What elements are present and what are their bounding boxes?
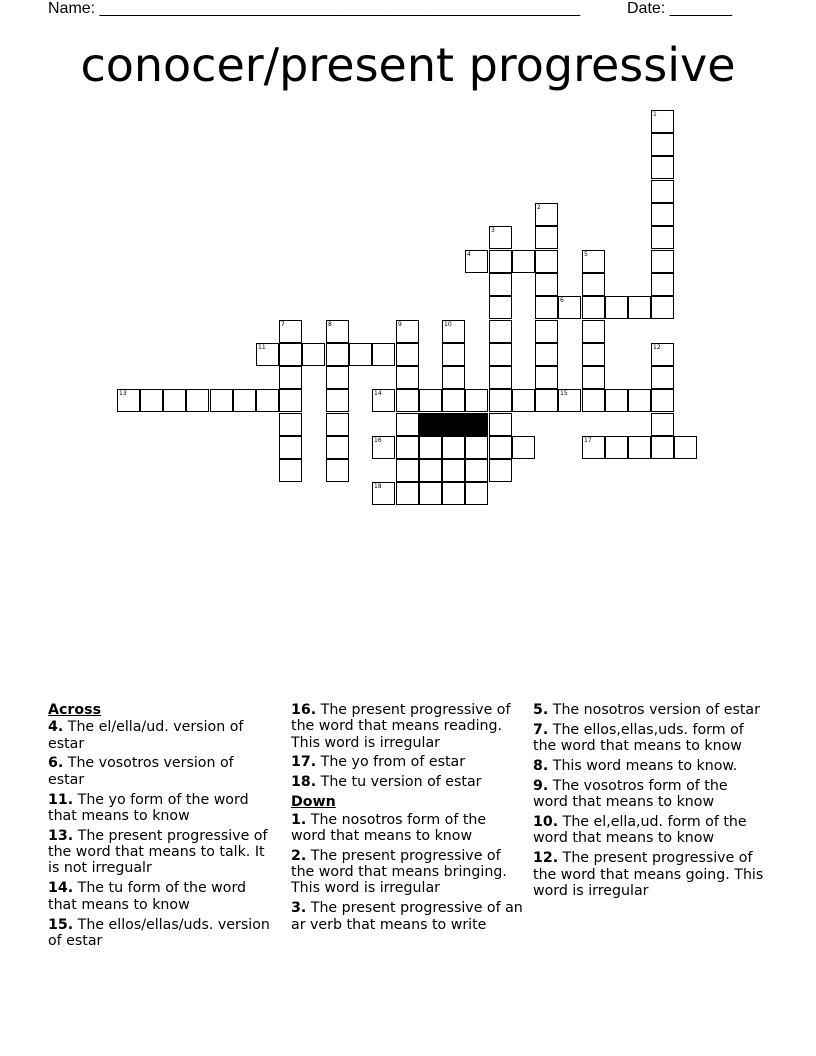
crossword-cell[interactable] [651, 203, 674, 226]
clue-number: 10 [444, 321, 452, 328]
clue-item [48, 880, 273, 913]
clue-item-number: 12. [533, 850, 559, 867]
crossword-cell[interactable] [651, 226, 674, 249]
crossword-cell[interactable] [396, 436, 419, 459]
crossword-cell[interactable] [396, 482, 419, 505]
crossword-cell[interactable] [489, 296, 512, 319]
clue-item [533, 778, 765, 811]
crossword-cell[interactable] [535, 226, 558, 249]
crossword-cell[interactable] [396, 343, 419, 366]
clue-item [291, 812, 523, 845]
clues-column-2 [291, 702, 523, 936]
clue-number: 17 [584, 437, 592, 444]
clue-number: 9 [398, 321, 402, 328]
crossword-cell[interactable] [326, 320, 349, 343]
crossword-cell[interactable] [442, 343, 465, 366]
crossword-cell[interactable] [256, 343, 279, 366]
date-field-label: Date: _______ [627, 0, 732, 17]
clue-section-heading: Across [48, 702, 102, 718]
crossword-cell[interactable] [233, 389, 256, 412]
clue-item-text: The present progressive of the word that means going. This word is irregular [533, 850, 764, 899]
crossword-cell[interactable] [326, 366, 349, 389]
crossword-cell[interactable] [465, 436, 488, 459]
crossword-cell[interactable] [651, 110, 674, 133]
crossword-cell[interactable] [326, 413, 349, 436]
clue-item [533, 814, 765, 847]
crossword-cell[interactable] [651, 250, 674, 273]
clue-item-number: 9. [533, 777, 549, 794]
crossword-cell[interactable] [582, 296, 605, 319]
crossword-cell[interactable] [372, 482, 395, 505]
crossword-cell[interactable] [419, 389, 442, 412]
crossword-cell[interactable] [605, 436, 628, 459]
crossword-cell[interactable] [372, 389, 395, 412]
crossword-cell[interactable] [651, 273, 674, 296]
clue-number: 13 [119, 390, 127, 397]
crossword-cell[interactable] [489, 320, 512, 343]
clue-item-text: The yo form of the word that means to know [48, 791, 249, 824]
clue-item [291, 702, 523, 751]
crossword-block [419, 413, 442, 436]
crossword-cell[interactable] [558, 389, 581, 412]
name-field-label: Name: ______________________________________________________ [48, 0, 581, 17]
crossword-cell[interactable] [442, 482, 465, 505]
crossword-cell[interactable] [396, 413, 419, 436]
crossword-cell[interactable] [489, 250, 512, 273]
clue-item-number: 11. [48, 791, 74, 808]
crossword-cell[interactable] [489, 389, 512, 412]
crossword-cell[interactable] [535, 250, 558, 273]
clue-item-text: The present progressive of the word that means bringing. This word is irregular [291, 847, 507, 897]
clue-item [291, 754, 523, 770]
crossword-cell[interactable] [302, 343, 325, 366]
crossword-cell[interactable] [651, 389, 674, 412]
crossword-cell[interactable] [465, 250, 488, 273]
crossword-cell[interactable] [419, 482, 442, 505]
clue-item [533, 722, 765, 755]
crossword-cell[interactable] [279, 389, 302, 412]
clue-number: 18 [374, 483, 382, 490]
crossword-cell[interactable] [279, 413, 302, 436]
crossword-cell[interactable] [628, 436, 651, 459]
crossword-cell[interactable] [582, 436, 605, 459]
crossword-cell[interactable] [465, 389, 488, 412]
crossword-cell[interactable] [186, 389, 209, 412]
crossword-cell[interactable] [489, 366, 512, 389]
crossword-cell[interactable] [651, 366, 674, 389]
clue-item-number: 18. [291, 774, 317, 791]
clue-item [533, 702, 765, 718]
clue-item-number: 15. [48, 916, 74, 933]
crossword-cell[interactable] [582, 273, 605, 296]
crossword-cell[interactable] [256, 389, 279, 412]
crossword-cell[interactable] [582, 366, 605, 389]
clue-item-text: The el/ella/ud. version of estar [48, 719, 244, 752]
clues-column-3 [533, 702, 765, 903]
crossword-cell[interactable] [605, 389, 628, 412]
crossword-cell[interactable] [489, 413, 512, 436]
clue-item-number: 8. [533, 758, 549, 775]
crossword-cell[interactable] [535, 273, 558, 296]
clue-number: 1 [653, 111, 657, 118]
crossword-cell[interactable] [489, 273, 512, 296]
crossword-cell[interactable] [489, 436, 512, 459]
clue-item-number: 16. [291, 702, 317, 718]
crossword-cell[interactable] [326, 343, 349, 366]
crossword-cell[interactable] [535, 296, 558, 319]
clue-item [48, 917, 273, 950]
clue-number: 14 [374, 390, 382, 397]
crossword-cell[interactable] [535, 343, 558, 366]
crossword-cell[interactable] [326, 459, 349, 482]
crossword-cell[interactable] [279, 343, 302, 366]
clue-number: 4 [467, 251, 471, 258]
clue-number: 2 [537, 204, 541, 211]
crossword-cell[interactable] [674, 436, 697, 459]
crossword-cell[interactable] [396, 459, 419, 482]
crossword-cell[interactable] [535, 389, 558, 412]
crossword-cell[interactable] [651, 343, 674, 366]
clue-number: 6 [560, 297, 564, 304]
crossword-cell[interactable] [651, 436, 674, 459]
clue-item-text: The tu version of estar [316, 774, 482, 791]
clue-item [533, 758, 765, 774]
crossword-cell[interactable] [535, 203, 558, 226]
crossword-cell[interactable] [582, 320, 605, 343]
crossword-cell[interactable] [349, 343, 372, 366]
crossword-cell[interactable] [442, 320, 465, 343]
clue-item-number: 6. [48, 755, 64, 772]
crossword-cell[interactable] [651, 180, 674, 203]
crossword-cell[interactable] [279, 366, 302, 389]
clue-section-heading: Down [291, 794, 336, 811]
page-title: conocer/present progressive [80, 38, 736, 92]
crossword-cell[interactable] [442, 459, 465, 482]
crossword-cell[interactable] [117, 389, 140, 412]
clue-item-text: The present progressive of the word that means to talk. It is not irregualr [48, 827, 268, 877]
crossword-cell[interactable] [442, 389, 465, 412]
clue-item [48, 828, 273, 877]
crossword-cell[interactable] [465, 482, 488, 505]
crossword-cell[interactable] [396, 320, 419, 343]
crossword-cell[interactable] [605, 296, 628, 319]
clue-item-text: This word means to know. [548, 758, 738, 775]
crossword-cell[interactable] [372, 436, 395, 459]
clue-item-number: 5. [533, 702, 549, 718]
clue-number: 12 [653, 344, 661, 351]
crossword-cell[interactable] [558, 296, 581, 319]
crossword-cell[interactable] [628, 389, 651, 412]
crossword-cell[interactable] [582, 389, 605, 412]
clue-item [533, 850, 765, 899]
crossword-cell[interactable] [279, 320, 302, 343]
crossword-cell[interactable] [419, 459, 442, 482]
crossword-cell[interactable] [535, 366, 558, 389]
clue-item [48, 792, 273, 825]
clue-item-number: 10. [533, 814, 559, 831]
clue-item [48, 719, 273, 752]
clue-item-number: 2. [291, 847, 307, 864]
crossword-cell[interactable] [442, 436, 465, 459]
crossword-cell[interactable] [535, 320, 558, 343]
clue-item-text: The present progressive of an ar verb that means to write [291, 900, 523, 933]
crossword-cell[interactable] [140, 389, 163, 412]
clue-item-text: The vosotros form of the word that means to know [533, 777, 728, 811]
crossword-cell[interactable] [465, 459, 488, 482]
clue-item-text: The yo from of estar [316, 754, 466, 771]
crossword-cell[interactable] [628, 296, 651, 319]
crossword-cell[interactable] [512, 389, 535, 412]
crossword-cell[interactable] [489, 226, 512, 249]
crossword-block [442, 413, 465, 436]
clue-number: 11 [258, 344, 266, 351]
clue-item-text: The nosotros form of the word that means to know [291, 811, 487, 844]
crossword-cell[interactable] [279, 459, 302, 482]
clue-item-number: 4. [48, 719, 64, 736]
clue-item-number: 1. [291, 811, 307, 828]
clue-number: 8 [328, 321, 332, 328]
clue-number: 15 [560, 390, 568, 397]
clue-number: 3 [491, 227, 495, 234]
clue-item-number: 7. [533, 721, 549, 738]
crossword-cell[interactable] [512, 436, 535, 459]
crossword-cell[interactable] [651, 156, 674, 179]
crossword-cell[interactable] [582, 250, 605, 273]
crossword-cell[interactable] [210, 389, 233, 412]
crossword-cell[interactable] [396, 366, 419, 389]
crossword-cell[interactable] [489, 459, 512, 482]
clue-item [48, 755, 273, 788]
crossword-cell[interactable] [326, 389, 349, 412]
clues-column-1 [48, 702, 273, 953]
clue-item-text: The vosotros version of estar [48, 755, 234, 788]
crossword-cell[interactable] [372, 343, 395, 366]
crossword-cell[interactable] [512, 250, 535, 273]
crossword-cell[interactable] [163, 389, 186, 412]
clue-item [291, 774, 523, 790]
crossword-cell[interactable] [419, 436, 442, 459]
clue-item-text: The ellos/ellas/uds. version of estar [48, 916, 270, 949]
crossword-cell[interactable] [651, 133, 674, 156]
clue-item-number: 14. [48, 880, 74, 897]
clue-number: 16 [374, 437, 382, 444]
clue-item-number: 3. [291, 900, 307, 917]
clue-item-number: 17. [291, 754, 317, 771]
crossword-cell[interactable] [279, 436, 302, 459]
clue-item-text: The el,ella,ud. form of the word that means to know [533, 814, 747, 847]
clue-item-text: The tu form of the word that means to know [48, 880, 247, 913]
clue-item-text: The ellos,ellas,uds. form of the word that means to know [533, 721, 744, 755]
clue-item-text: The present progressive of the word that means reading. This word is irregular [291, 702, 511, 751]
clue-number: 5 [584, 251, 588, 258]
crossword-cell[interactable] [582, 343, 605, 366]
clue-number: 7 [281, 321, 285, 328]
crossword-cell[interactable] [396, 389, 419, 412]
crossword-cell[interactable] [651, 413, 674, 436]
clue-item-text: The nosotros version of estar [548, 702, 760, 718]
crossword-cell[interactable] [651, 296, 674, 319]
crossword-block [465, 413, 488, 436]
crossword-cell[interactable] [442, 366, 465, 389]
clue-item-number: 13. [48, 827, 74, 844]
crossword-cell[interactable] [489, 343, 512, 366]
clue-item [291, 900, 523, 933]
crossword-cell[interactable] [326, 436, 349, 459]
clue-item [291, 848, 523, 897]
